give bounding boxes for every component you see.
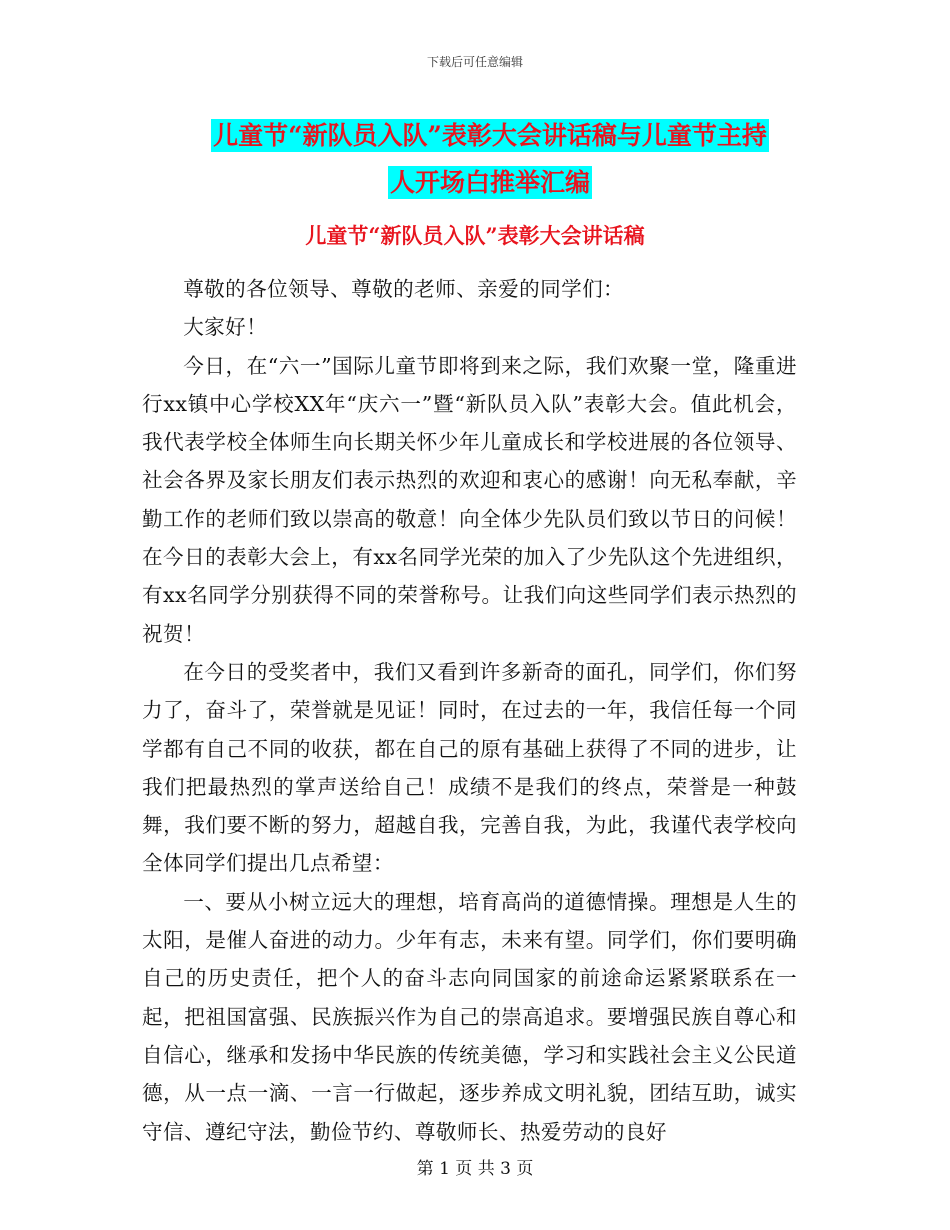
title-line-1: 儿童节“新队员入队”表彰大会讲话稿与儿童节主持 [213,121,767,150]
body-text [142,270,797,1151]
document-title [140,112,840,206]
paragraph-body: 在今日的受奖者中，我们又看到许多新奇的面孔，同学们，你们努力了，奋斗了，荣誉就是见证！同时，在过去的一年，我信任每一个同学都有自己不同的收获，都在自己的原有基础上获得了不同的进步，让我们把最热烈的掌声送给自己！成绩不是我们的终点，荣誉是一种鼓舞，我们要不断的努力，超越自我，完善自我，为此，我谨代表学校向全体同学们提出几点希望： [142,659,797,876]
section-title: 儿童节“新队员入队”表彰大会讲话稿 [305,223,645,248]
page-number-footer: 第 1 页 共 3 页 [416,1159,534,1179]
paragraph-salutation: 尊敬的各位领导、尊敬的老师、亲爱的同学们： [183,277,625,301]
header-note: 下载后可任意编辑 [426,55,523,69]
paragraph-body: 今日，在“六一”国际儿童节即将到来之际，我们欢聚一堂，隆重进行xx镇中心学校XX年“庆六一”暨“新队员入队”表彰大会。值此机会，我代表学校全体师生向长期关怀少年儿童成长和学校进展的各位领导、社会各界及家长朋友们表示热烈的欢迎和衷心的感谢！向无私奉献，辛勤工作的老师们致以崇高的敬意！向全体少先队员们致以节日的问候！在今日的表彰大会上，有xx名同学光荣的加入了少先队这个先进组织，有xx名同学分别获得不同的荣誉称号。让我们向这些同学们表示热烈的祝贺！ [142,353,797,646]
paragraph-body: 一、要从小树立远大的理想，培育高尚的道德情操。理想是人生的太阳，是催人奋进的动力。少年有志，未来有望。同学们，你们要明确自己的历史责任，把个人的奋斗志向同国家的前途命运紧紧联系在一起，把祖国富强、民族振兴作为自己的崇高追求。要增强民族自尊心和自信心，继承和发扬中华民族的传统美德，学习和实践社会主义公民道德，从一点一滴、一言一行做起，逐步养成文明礼貌，团结互助，诚实守信、遵纪守法，勤俭节约、尊敬师长、热爱劳动的良好 [142,889,797,1144]
paragraph-greeting: 大家好！ [183,315,268,340]
title-line-2: 人开场白推举汇编 [389,168,590,197]
